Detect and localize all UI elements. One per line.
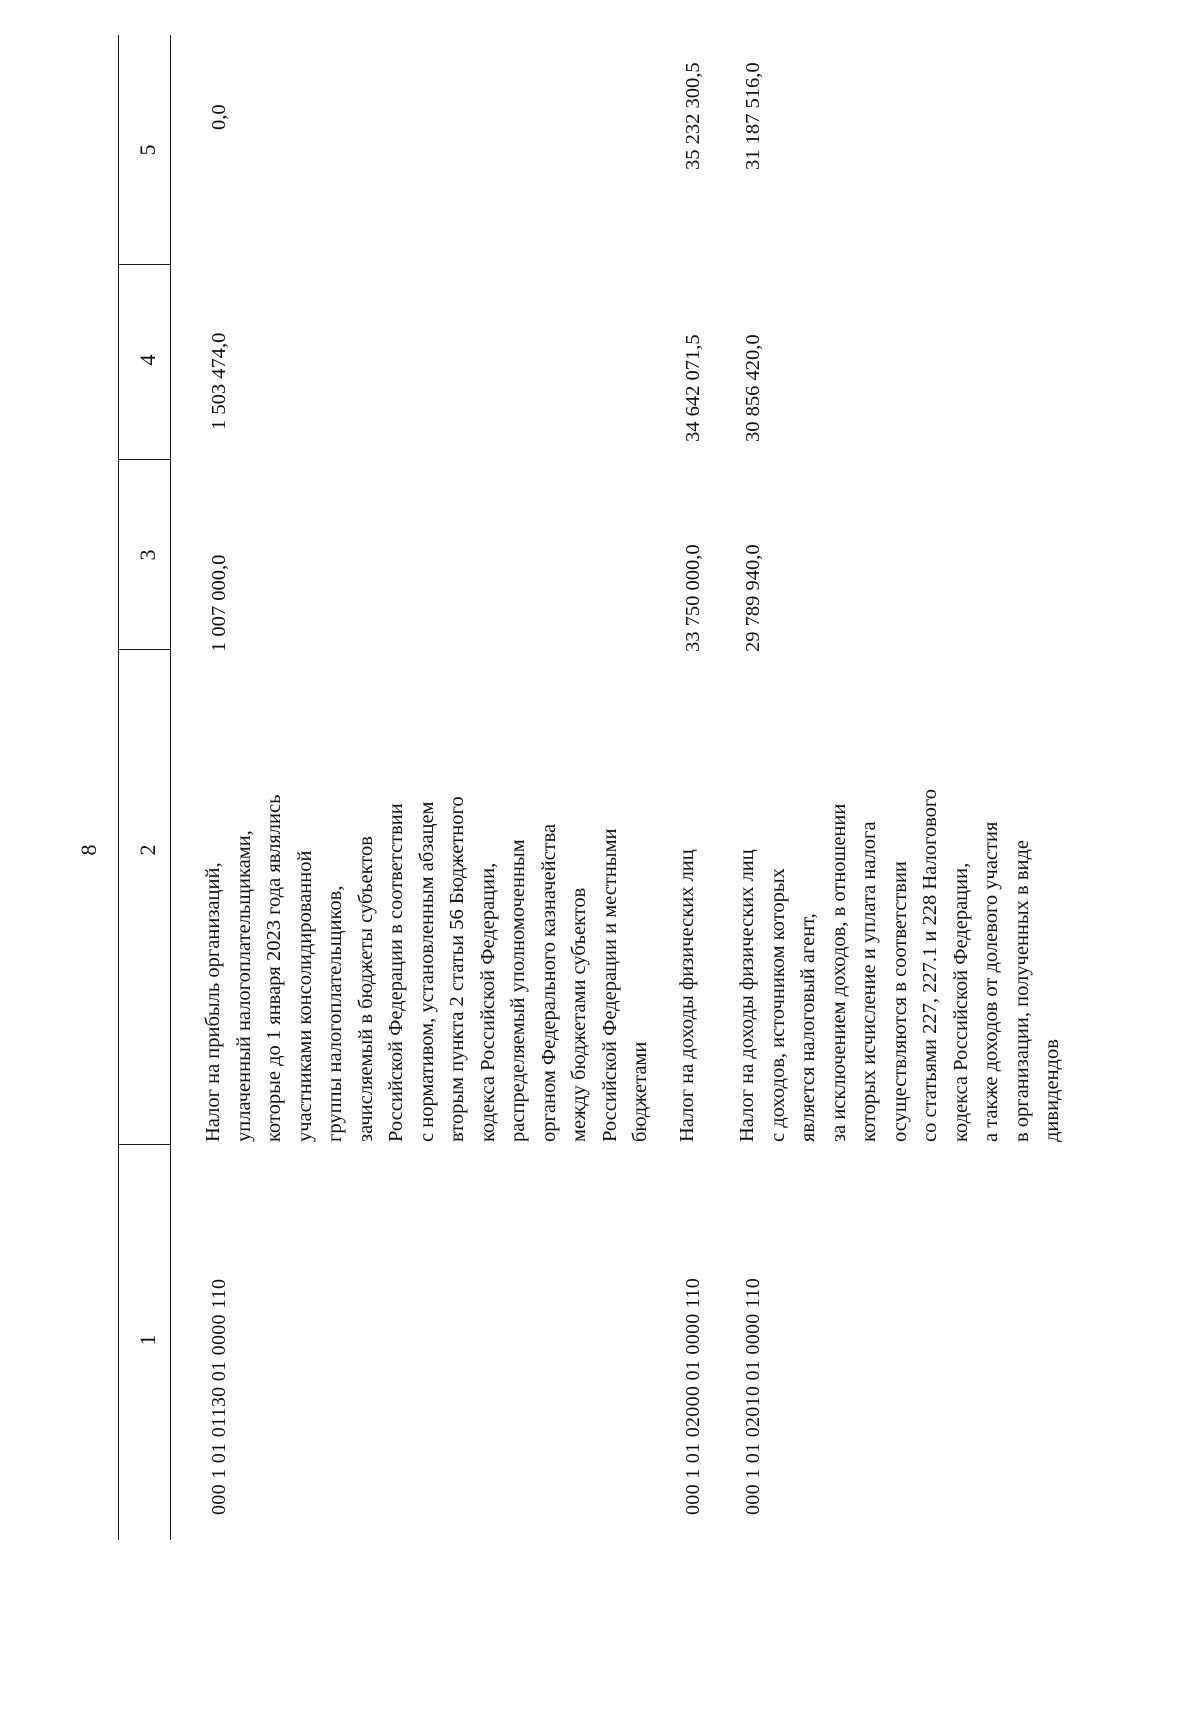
row-3-code: 000 1 01 02010 01 0000 110 (742, 1277, 764, 1515)
row-1-line: между бюджетами субъектов (568, 887, 590, 1142)
row-1-col4-value: 1 503 474,0 (208, 332, 230, 430)
row-3-line: дивидендов (1041, 1039, 1063, 1142)
row-3-line: с доходов, источником которых (766, 868, 789, 1142)
column-header-2: 2 (135, 844, 160, 856)
row-3-line: а также доходов от долевого участия (980, 821, 1002, 1142)
row-3-line: является налоговый агент, (797, 913, 819, 1142)
row-1-line: вторым пункта 2 статьи 56 Бюджетного (446, 796, 468, 1142)
row-3-line: со статьями 227, 227.1 и 228 Налогового (919, 788, 941, 1142)
row-3-line: за исключением доходов, в отношении (827, 803, 850, 1142)
row-1-description (198, 795, 656, 1142)
row-1-line: Российской Федерации в соответствии (385, 803, 407, 1142)
row-1-code: 000 1 01 01130 01 0000 110 (208, 1278, 230, 1515)
header-top-rule (118, 35, 119, 1540)
col-separator-1 (118, 1144, 170, 1145)
row-2-line: Налог на доходы физических лиц (676, 849, 698, 1142)
column-header-1: 1 (135, 1334, 160, 1346)
row-1-line: Российской Федерации и местными (598, 828, 621, 1142)
row-1-line: с нормативом, установленным абзацем (415, 801, 438, 1142)
row-3-col4-value: 30 856 420,0 (742, 334, 764, 442)
row-3-col5-value: 31 187 516,0 (742, 62, 764, 170)
column-header-3: 3 (135, 549, 160, 561)
row-1-col3-value: 1 007 000,0 (208, 554, 230, 652)
row-1-line: которые до 1 января 2023 года являлись (263, 794, 285, 1142)
row-3-description (732, 789, 1068, 1142)
row-1-line: участниками консолидированной (293, 850, 316, 1142)
row-2-col4-value: 34 642 071,5 (682, 334, 704, 442)
col-separator-3 (118, 459, 170, 460)
column-header-5: 5 (135, 144, 160, 156)
row-1-line: распределяемый уполномоченным (507, 839, 529, 1142)
row-1-col5-value: 0,0 (208, 104, 230, 130)
col-separator-2 (118, 649, 170, 650)
row-2-col3-value: 33 750 000,0 (682, 544, 704, 652)
row-3-line: кодекса Российской Федерации, (949, 862, 972, 1142)
row-1-line: бюджетами (629, 1041, 651, 1142)
column-header-4: 4 (135, 354, 160, 366)
page-number: 8 (76, 844, 101, 856)
row-1-line: зачисляемый в бюджеты субъектов (354, 836, 377, 1142)
row-1-line: группы налогоплательщиков, (324, 885, 346, 1142)
row-3-line: которых исчисление и уплата налога (858, 821, 880, 1142)
row-1-line: Налог на прибыль организаций, (202, 862, 224, 1142)
row-1-line: уплаченный налогоплательщиками, (232, 830, 255, 1142)
col-separator-4 (118, 264, 170, 265)
row-3-line: Налог на доходы физических лиц (736, 849, 758, 1142)
row-2-col5-value: 35 232 300,5 (682, 62, 704, 170)
row-1-line: кодекса Российской Федерации, (476, 862, 499, 1142)
row-3-col3-value: 29 789 940,0 (742, 544, 764, 652)
row-3-line: в организации, полученных в виде (1010, 839, 1033, 1142)
row-1-line: органом Федерального казначейства (537, 823, 560, 1142)
row-2-code: 000 1 01 02000 01 0000 110 (682, 1277, 704, 1515)
header-bottom-rule (170, 35, 171, 1540)
row-3-line: осуществляются в соответствии (888, 861, 911, 1142)
row-2-description (672, 849, 703, 1142)
